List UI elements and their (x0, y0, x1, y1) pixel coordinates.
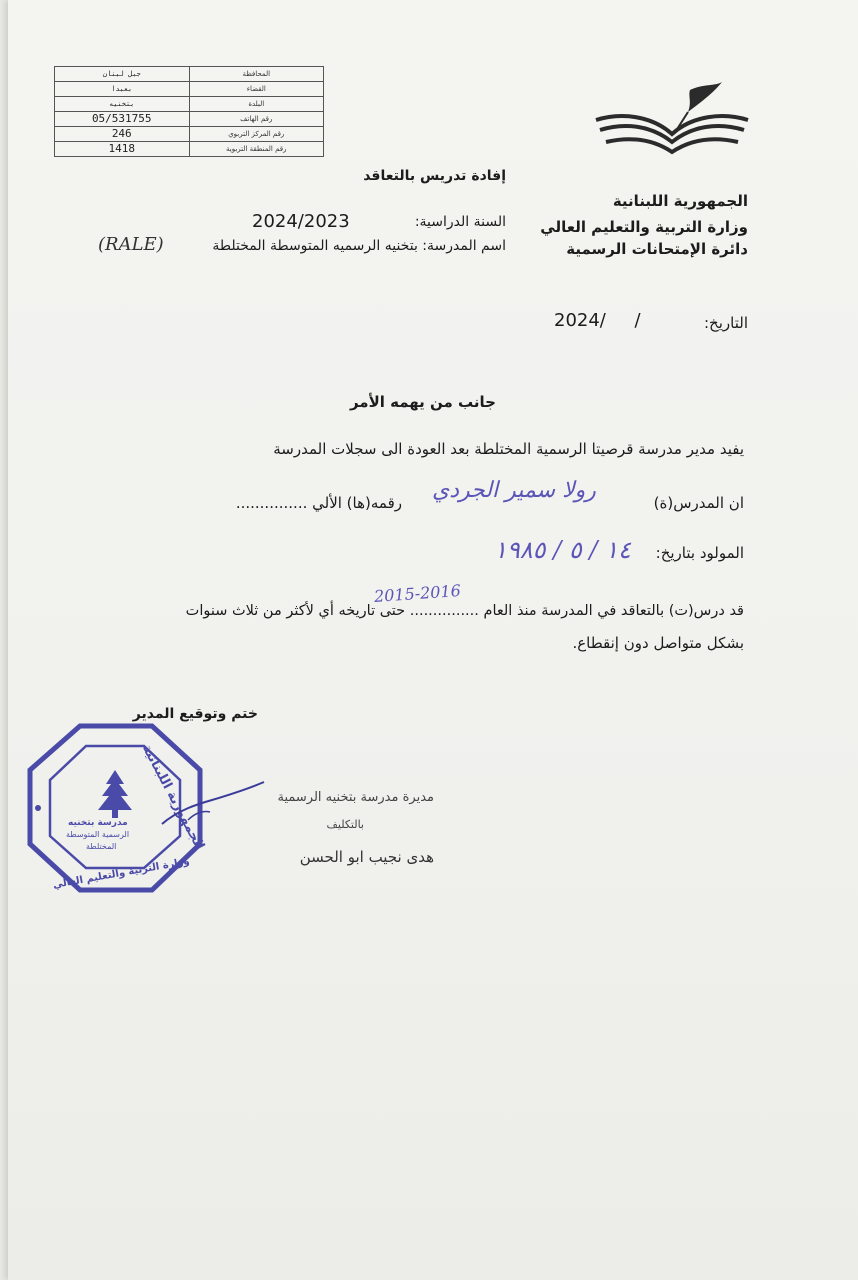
table-row (55, 97, 324, 112)
table-row (55, 67, 324, 82)
body-line-5: بشكل متواصل دون إنقطاع. (572, 634, 744, 652)
table-value: بعبدا (55, 82, 190, 97)
stamp-bottom-text: وزارة التربية والتعليم العالي (52, 856, 191, 891)
cedar-tree-icon (98, 770, 132, 818)
table-label: رقم المنطقة التربوية (189, 142, 324, 157)
birth-date-label: المولود بتاريخ: (655, 544, 744, 562)
start-year-handwritten: 2015-2016 (373, 580, 462, 607)
table-label: القضاء (189, 82, 324, 97)
table-row (55, 82, 324, 97)
school-name-handwritten: (RALE) (98, 234, 164, 255)
table-row (55, 127, 324, 142)
table-row (55, 112, 324, 127)
date-value: 2024/ / (554, 310, 641, 331)
principal-title: مديرة مدرسة بتخنيه الرسمية (277, 790, 434, 805)
addressee-heading: جانب من يهمه الأمر (349, 393, 496, 411)
school-year-label: السنة الدراسية: (414, 214, 506, 230)
ministry-name: وزارة التربية والتعليم العالي (540, 218, 748, 236)
table-value: 1418 (55, 142, 190, 157)
table-value: 246 (55, 127, 190, 142)
principal-assignment: بالتكليف (326, 818, 364, 831)
teacher-name-handwritten: رولا سمير الجردي (432, 478, 596, 503)
school-info-table (54, 66, 324, 157)
principal-signature (158, 770, 268, 830)
school-year-value: 2024/2023 (252, 211, 350, 232)
principal-name: هدى نجيب ابو الحسن (299, 848, 434, 866)
book-quill-logo-icon (592, 82, 752, 158)
body-line-4: قد درس(ت) بالتعاقد في المدرسة منذ العام ............... حتى تاريخه أي لأكثر من ثلاث سنوات (185, 603, 744, 619)
table-label: رقم الهاتف (189, 112, 324, 127)
date-label: التاريخ: (704, 314, 748, 332)
table-value: جبل لبنان (55, 67, 190, 82)
body-line-2-suffix: رقمه(ها) الألي ............... (235, 494, 402, 512)
stamp-outer-text: الجمهورية اللبنانية (138, 742, 207, 853)
table-label: المحافظة (189, 67, 324, 82)
body-line-1: يفيد مدير مدرسة قرصيتا الرسمية المختلطة بعد العودة الى سجلات المدرسة (273, 440, 744, 458)
table-label: رقم المركز التربوي (189, 127, 324, 142)
document-page (8, 0, 858, 1280)
document-title: إفادة تدريس بالتعاقد (363, 168, 506, 184)
table-row (55, 142, 324, 157)
table-label: البلدة (189, 97, 324, 112)
birth-date-handwritten: ١٤ / ٥ / ١٩٨٥ (494, 536, 631, 564)
table-value: 05/531755 (55, 112, 190, 127)
table-value: بتخنيه (55, 97, 190, 112)
stamp-inner-line-3: المختلطة (86, 842, 117, 851)
stamp-inner-line-2: الرسمية المتوسطة (66, 830, 130, 839)
body-line-2-prefix: ان المدرس(ة) (653, 494, 744, 512)
school-name: اسم المدرسة: بتخنيه الرسميه المتوسطة المختلطة (212, 238, 506, 254)
stamp-inner-line-1: مدرسة بتخنيه (68, 818, 128, 828)
republic-name: الجمهورية اللبنانية (612, 192, 748, 210)
department-name: دائرة الإمتحانات الرسمية (566, 240, 748, 258)
signature-label: ختم وتوقيع المدير (132, 706, 258, 722)
